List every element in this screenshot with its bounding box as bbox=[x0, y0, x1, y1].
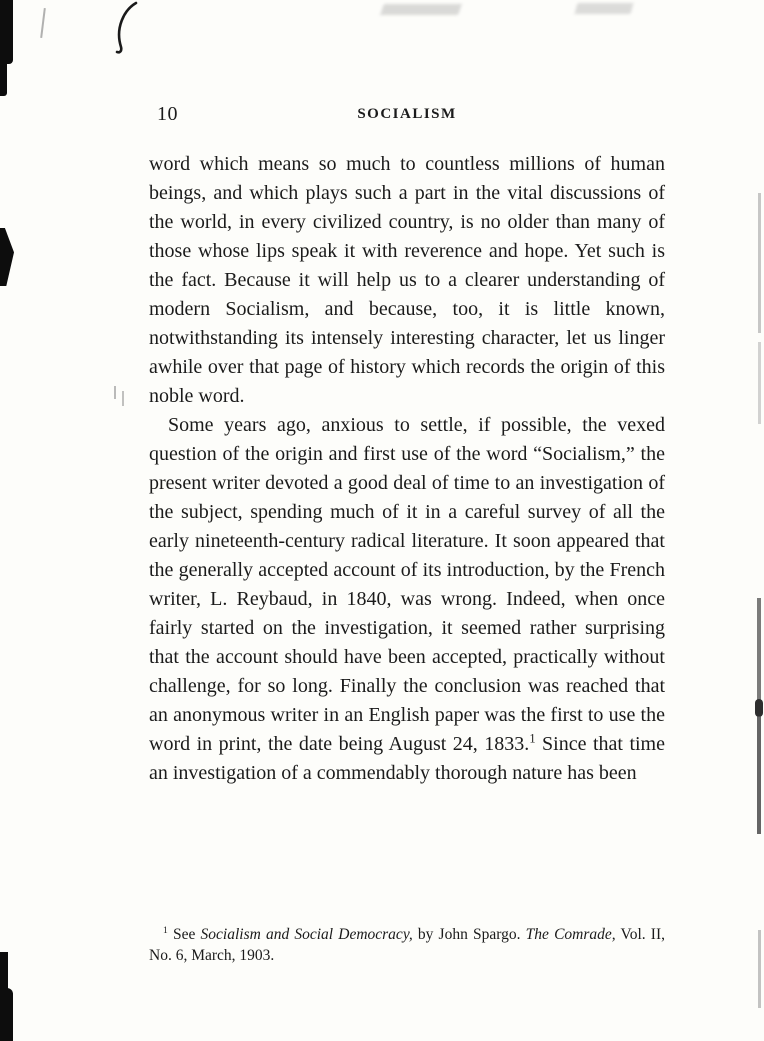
scan-artifact-right-edge bbox=[758, 193, 761, 333]
scan-margin-tick bbox=[122, 391, 124, 406]
paragraph-text: Some years ago, anxious to settle, if possible, the vexed question of the origin and first use of the word “Socialism,” the present writer devoted a good deal of time to an investigation of the subject, spending much of it in a careful survey of all the early nineteenth-century radical literature. It soon appeared that the generally accepted account of its introduction, by the French writer, L. Reybaud, in 1840, was wrong. Indeed, when once fairly started on the investigation, it seemed rather surprising that the account should have been accepted, practically without challenge, for so long. Finally the conclusion was reached that an anonymous writer in an English paper was the first to use the word in print, the date being August 24, 1833. bbox=[149, 414, 665, 755]
paragraph bbox=[149, 150, 665, 411]
footnote-text: See bbox=[172, 926, 201, 943]
scan-artifact-top-left-tail bbox=[0, 58, 7, 96]
scan-smudge-top-center bbox=[380, 4, 462, 15]
scan-artifact-right-edge bbox=[757, 716, 761, 834]
scan-artifact-bottom-left-blob bbox=[0, 988, 13, 1041]
scan-artifact-stray-line bbox=[40, 8, 46, 38]
pen-mark-icon bbox=[98, 0, 154, 62]
footnote-title-italic: Socialism and Social Democracy, bbox=[200, 926, 413, 943]
footnote-reference: 1 bbox=[529, 731, 536, 746]
scan-artifact-right-edge bbox=[758, 930, 761, 1008]
scan-margin-tick bbox=[114, 386, 116, 399]
scan-smudge-top-right bbox=[575, 3, 634, 14]
scan-artifact-right-edge-blob bbox=[755, 699, 763, 717]
scan-artifact-right-edge bbox=[758, 342, 761, 424]
page-number: 10 bbox=[157, 103, 178, 125]
footnote-marker: 1 bbox=[163, 924, 168, 936]
footnote-text: Vol. II, No. 6, March, 1903. bbox=[149, 926, 666, 964]
scan-artifact-top-left-bar bbox=[0, 0, 13, 64]
running-head: SOCIALISM bbox=[357, 106, 457, 122]
paragraph-text: word which means so much to countless millions of human beings, and which plays such a part in the vital discussions of the world, in every civilized country, is no older than many of those whose lips speak it with reverence and hope. Yet such is the fact. Because it will help us to a clearer understanding of modern Socialism, and because, too, it is little known, notwithstanding its intensely interesting character, let us linger awhile over that page of history which records the origin of this noble word. bbox=[149, 153, 665, 407]
paragraph-text: Since that time an investigation of a commendably thorough nature has been bbox=[149, 733, 665, 784]
footnote bbox=[149, 924, 665, 966]
paragraph bbox=[149, 411, 665, 788]
scan-artifact-left-wedge bbox=[0, 228, 14, 286]
footnote-text: by John Spargo. bbox=[412, 926, 526, 943]
footnote-journal-italic: The Comrade, bbox=[525, 926, 616, 943]
scan-artifact-right-edge bbox=[757, 598, 761, 706]
body-text bbox=[149, 150, 665, 788]
